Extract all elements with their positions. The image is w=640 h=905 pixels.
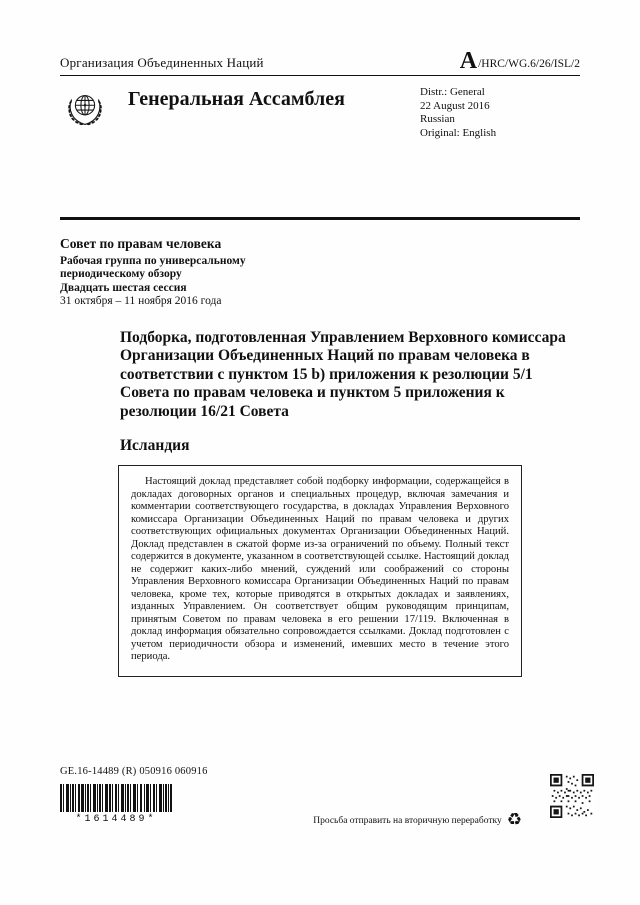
- barcode-text: *1614489*: [75, 814, 157, 825]
- committee-name: Совет по правам человека: [60, 235, 222, 251]
- doc-symbol-letter: A: [459, 48, 478, 74]
- qr-code-icon: [550, 774, 594, 818]
- ge-number: GE.16-14489 (R) 050916 060916: [60, 766, 208, 777]
- doc-symbol-number: /HRC/WG.6/26/ISL/2: [478, 58, 580, 70]
- recycle-icon: ♻: [506, 810, 522, 830]
- document-title: Подборка, подготовленная Управлением Верховного комиссара Организации Объединенных Наций по правам человека в соответствии с пунктом 15 b) приложения к резолюции 5/1 Совета по правам человека и пунктом 5 приложения к резолюции 16/21 Совета: [120, 328, 566, 420]
- distr-line: Original: English: [420, 126, 497, 139]
- doc-symbol: [459, 48, 580, 74]
- un-emblem-icon: [60, 86, 110, 136]
- working-group-line: Рабочая группа по универсальному: [60, 254, 246, 267]
- summary-text: Настоящий доклад представляет собой подборку информации, содержащейся в докладах договорных органов и специальных процедур, включая замечания и комментарии соответствующего государства, в докладах Управления Верховного комиссара Организации Объединенных Наций по правам человека и других соответствующих официальных документах Организации Объединенных Наций. Доклад представлен в сжатой форме из-за ограничений по объему. Полный текст содержится в документе, указанном в соответствующей ссылке. Настоящий доклад не содержит каких-либо мнений, суждений или соображений со стороны Управления Верховного комиссара Организации Объединенных Наций по правам человека, кроме тех, которые приводятся в открытых докладах и заявлениях, изданных Управлением. Он соответствует общим руководящим принципам, принятым Советом по правам человека в его решении 17/119. Включенная в доклад информация обязательно сопровождается ссылками. Доклад подготовлен с учетом периодичности обзора и изменений, имевших место в течение этого периода.: [131, 476, 509, 663]
- session-number: Двадцать шестая сессия: [60, 281, 187, 294]
- document-header: [60, 45, 580, 76]
- barcode-icon: [60, 784, 172, 812]
- recycle-note: [313, 812, 522, 829]
- divider-rule: [60, 217, 580, 220]
- country-heading: Исландия: [120, 437, 190, 455]
- summary-box: [118, 465, 522, 677]
- recycle-note-text: Просьба отправить на вторичную переработку: [313, 815, 502, 826]
- assembly-title: Генеральная Ассамблея: [128, 88, 345, 110]
- barcode-block: [60, 784, 172, 825]
- distr-line: Distr.: General: [420, 86, 485, 98]
- session-block: [60, 236, 580, 309]
- session-dates: 31 октября – 11 ноября 2016 года: [60, 295, 222, 307]
- masthead: [60, 86, 580, 140]
- distribution-info: [420, 86, 580, 140]
- working-group-line: периодическому обзору: [60, 268, 182, 280]
- distr-line: Russian: [420, 113, 455, 125]
- org-name: Организация Объединенных Наций: [60, 55, 264, 70]
- footer: [60, 766, 580, 866]
- distr-line: 22 August 2016: [420, 99, 490, 112]
